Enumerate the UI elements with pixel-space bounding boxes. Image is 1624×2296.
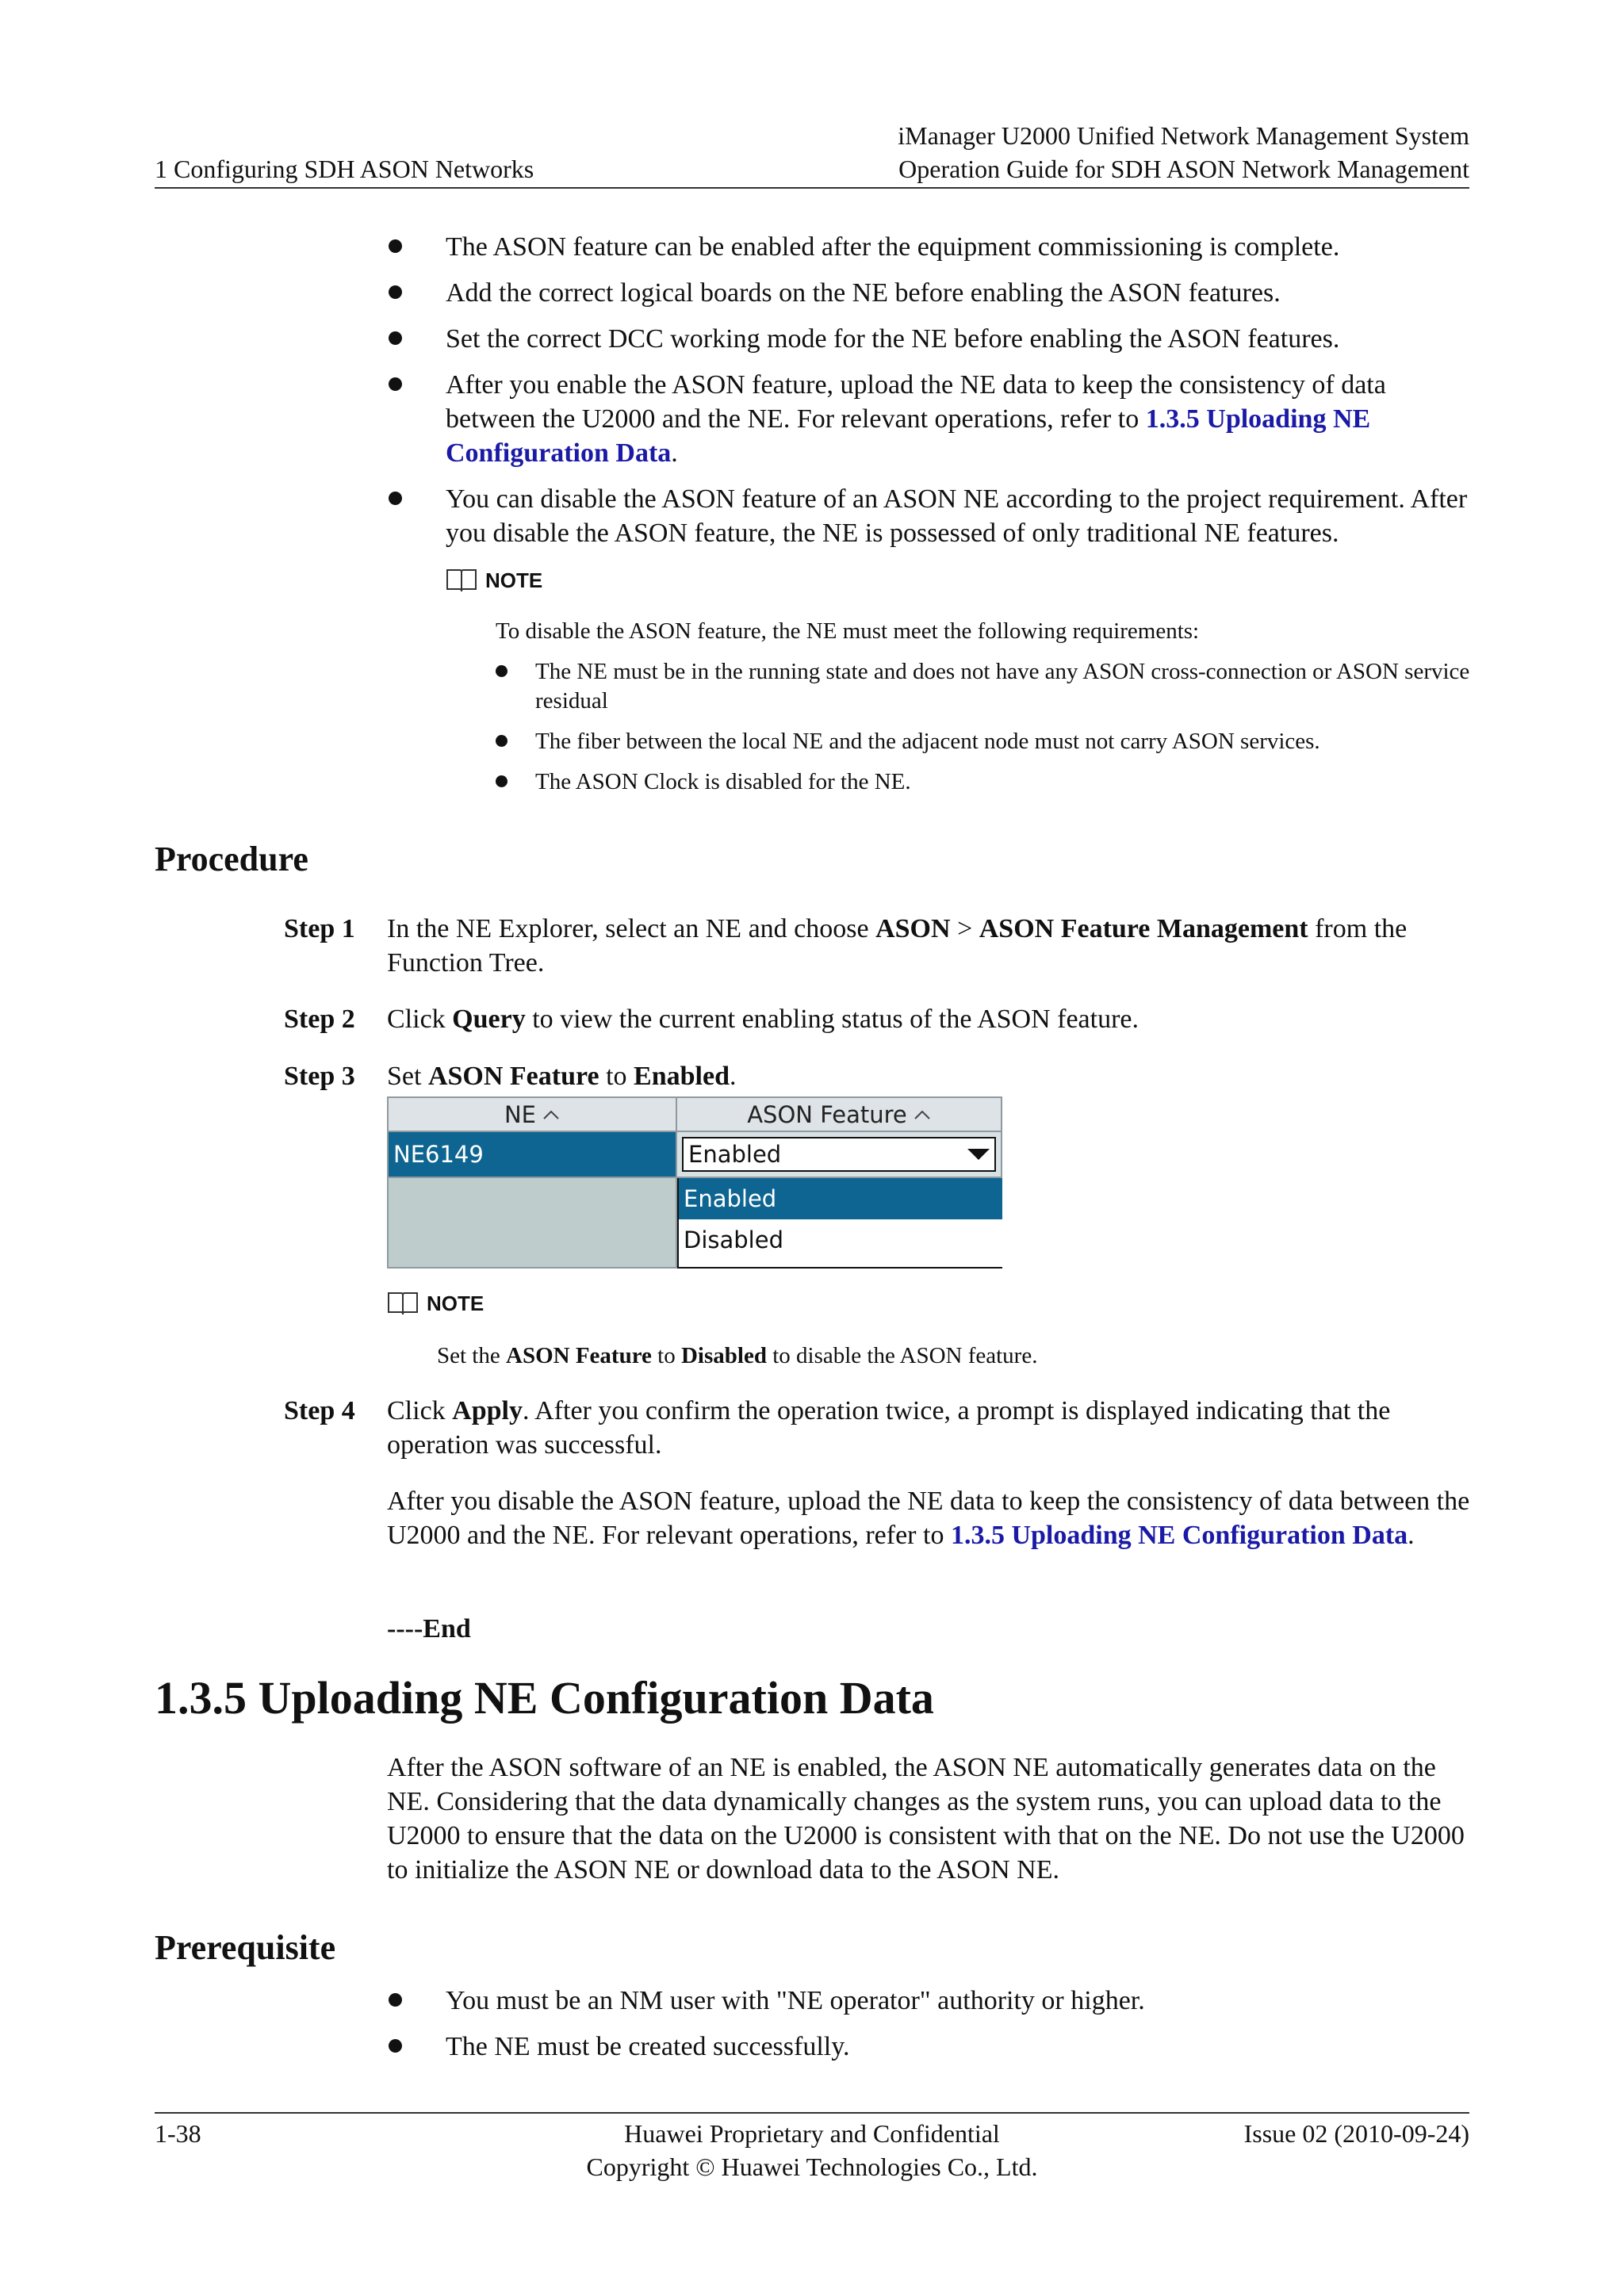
footer-rule <box>155 2112 1469 2114</box>
issue-date: Issue 02 (2010-09-24) <box>1243 2119 1469 2148</box>
list-item: The ASON Clock is disabled for the NE. <box>496 767 1471 797</box>
column-header-ne[interactable]: NE <box>387 1096 677 1132</box>
book-icon <box>387 1290 419 1317</box>
step-label: Step 2 <box>284 1004 355 1034</box>
prerequisite-list <box>389 1984 1471 2076</box>
list-item: The NE must be created successfully. <box>389 2030 1471 2064</box>
chapter-title: 1 Configuring SDH ASON Networks <box>155 155 534 183</box>
list-item: The fiber between the local NE and the adjacent node must not carry ASON services. <box>496 727 1471 756</box>
select-value: Enabled <box>688 1141 782 1168</box>
bullet-icon <box>389 492 402 505</box>
list-item: Set the correct DCC working mode for the NE before enabling the ASON features. <box>389 322 1471 356</box>
empty-table-area <box>387 1178 677 1269</box>
step-2: Step 2 Click Query to view the current enabling status of the ASON feature. <box>284 1002 1471 1036</box>
procedure-heading: Procedure <box>155 840 308 878</box>
note-header <box>387 1290 484 1317</box>
guide-title: Operation Guide for SDH ASON Network Management <box>898 155 1469 183</box>
list-item: You can disable the ASON feature of an ASON NE according to the project requirement. After you disable the ASON feature, the NE is possessed of only traditional NE features. <box>389 482 1471 550</box>
intro-bullet-list <box>389 230 1471 562</box>
step-1: Step 1 In the NE Explorer, select an NE and choose ASON > ASON Feature Management from the Function Tree. <box>284 912 1471 980</box>
column-header-ason-feature[interactable]: ASON Feature <box>677 1096 1002 1132</box>
product-title: iManager U2000 Unified Network Management System <box>898 121 1469 150</box>
note-intro: To disable the ASON feature, the NE must meet the following requirements: <box>496 618 1200 644</box>
note-body <box>496 617 1471 797</box>
copyright-notice: Copyright © Huawei Technologies Co., Ltd. <box>586 2152 1038 2181</box>
option-enabled[interactable]: Enabled <box>679 1178 1002 1219</box>
dropdown-arrow-icon[interactable] <box>967 1149 990 1160</box>
note-bullet-list <box>496 657 1471 797</box>
sort-ascending-icon <box>542 1109 560 1120</box>
confidentiality-notice: Huawei Proprietary and Confidential <box>624 2119 1000 2148</box>
page-number: 1-38 <box>155 2119 201 2148</box>
note-label: NOTE <box>427 1291 485 1315</box>
step-4: Step 4 Click Apply. After you confirm the operation twice, a prompt is displayed indicating that the operation was successful. <box>284 1394 1471 1462</box>
note-label: NOTE <box>485 568 543 592</box>
bullet-icon <box>496 665 508 677</box>
uploading-ne-config-link[interactable]: 1.3.5 Uploading NE Configuration Data <box>950 1521 1408 1550</box>
section-paragraph: After the ASON software of an NE is enabled, the ASON NE automatically generates data on the NE. Considering that the data dynamically changes as the system runs, you can upload data to the U2000 to ensure that the data on the U2000 is consistent with that on the NE. Do not use the U2000 to initialize the ASON NE or download data to the ASON NE. <box>387 1753 1465 1885</box>
list-item: The ASON feature can be enabled after the equipment commissioning is complete. <box>389 230 1471 264</box>
book-icon <box>446 567 477 594</box>
header-rule <box>155 187 1469 189</box>
table-cell-ason-feature <box>677 1132 1002 1178</box>
note-body: Set the ASON Feature to Disabled to disable the ASON feature. <box>437 1343 1038 1368</box>
bullet-icon <box>389 377 402 391</box>
bullet-icon <box>389 285 402 299</box>
procedure-end-marker: ----End <box>387 1614 471 1644</box>
bullet-icon <box>496 735 508 747</box>
list-item: You must be an NM user with "NE operator" authority or higher. <box>389 1984 1471 2018</box>
bullet-icon <box>389 239 402 253</box>
running-header-right <box>898 119 1469 186</box>
step-3: Step 3 Set ASON Feature to Enabled. <box>284 1059 1471 1093</box>
option-disabled[interactable]: Disabled <box>684 1226 783 1253</box>
ason-feature-select[interactable] <box>682 1137 996 1172</box>
list-item: After you enable the ASON feature, upload the NE data to keep the consistency of data between the U2000 and the NE. For relevant operations, refer to 1.3.5 Uploading NE Configuration Data. <box>389 368 1471 470</box>
note-header <box>446 567 542 594</box>
step-label: Step 4 <box>284 1396 355 1425</box>
prerequisite-heading: Prerequisite <box>155 1928 336 1967</box>
ason-feature-table <box>387 1096 1002 1269</box>
step-label: Step 3 <box>284 1062 355 1091</box>
step-4-note-paragraph: After you disable the ASON feature, upload the NE data to keep the consistency of data between the U2000 and the NE. For relevant operations, refer to 1.3.5 Uploading NE Configuration Data. <box>387 1487 1470 1550</box>
bullet-icon <box>389 1993 402 2007</box>
section-heading: 1.3.5 Uploading NE Configuration Data <box>155 1672 934 1724</box>
step-label: Step 1 <box>284 914 355 943</box>
table-cell-ne[interactable]: NE6149 <box>387 1132 677 1178</box>
bullet-icon <box>496 775 508 787</box>
dropdown-list <box>677 1178 1002 1269</box>
list-item: Add the correct logical boards on the NE before enabling the ASON features. <box>389 276 1471 310</box>
sort-ascending-icon <box>914 1109 931 1120</box>
bullet-icon <box>389 331 402 345</box>
list-item: The NE must be in the running state and does not have any ASON cross-connection or ASON service residual <box>496 657 1471 716</box>
bullet-icon <box>389 2039 402 2053</box>
uploading-ne-config-link[interactable]: 1.3.5 Uploading NE Configuration Data <box>446 404 1371 468</box>
